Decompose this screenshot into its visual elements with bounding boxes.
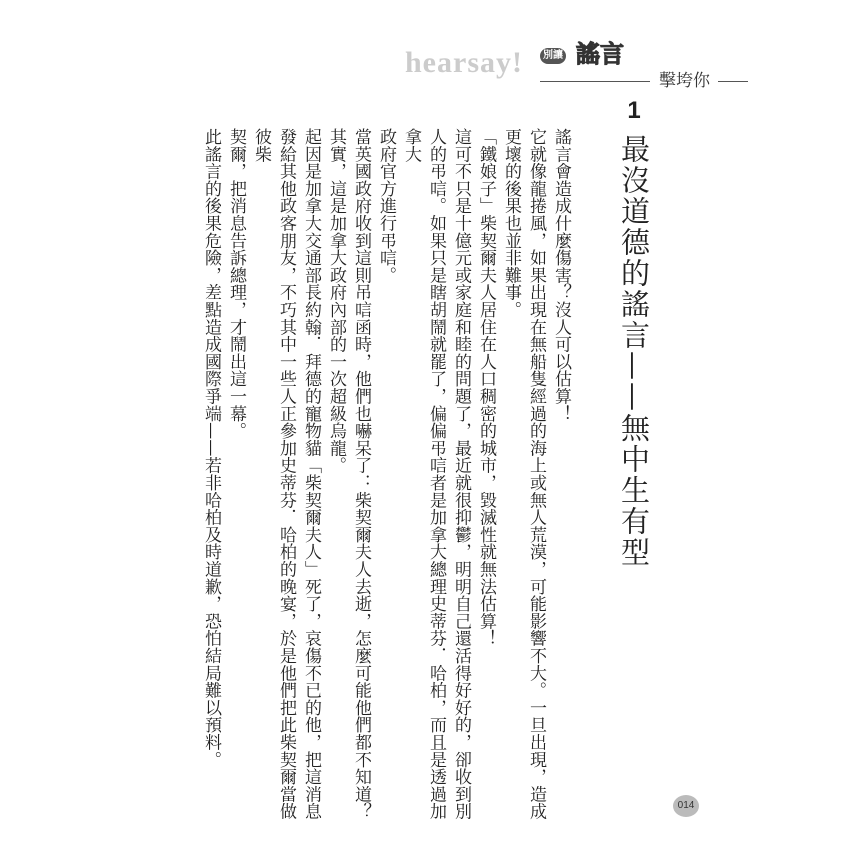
chapter-title xyxy=(614,134,654,568)
text-column: 謠言會造成什麼傷害？沒人可以估算！ xyxy=(551,128,571,423)
text-column: 政府官方進行弔唁。 xyxy=(376,128,396,284)
chapter-title-text: 最沒道德的謠言——無中生有型 xyxy=(617,134,651,568)
body-text xyxy=(198,128,573,828)
text-column: 當英國政府收到這則吊唁函時，他們也嚇呆了：柴契爾夫人去逝，怎麼可能他們都不知道？ xyxy=(351,128,371,820)
text-column: 它就像龍捲風，如果出現在無船隻經過的海上或無人荒漠，可能影響不大。一旦出現，造成 xyxy=(526,128,546,820)
text-column: 起因是加拿大交通部長約翰．拜德的寵物貓「柴契爾夫人」死了，哀傷不已的他，把這消息 xyxy=(301,128,321,820)
brand-english-watermark: hearsay! xyxy=(405,46,523,79)
chapter-number: 1 xyxy=(627,97,641,124)
header-rule-left xyxy=(540,81,650,82)
running-header xyxy=(405,38,740,98)
page-number: 014 xyxy=(673,795,699,817)
brand-main-title: 謠言 xyxy=(576,40,624,68)
text-column: 此謠言的後果危險，差點造成國際爭端——若非哈柏及時道歉，恐怕結局難以預料。 xyxy=(201,128,221,769)
text-column: 人的弔唁。如果只是瞎胡鬧就罷了，偏偏弔唁者是加拿大總理史蒂芬．哈柏，而且是透過加拿大 xyxy=(401,128,446,820)
brand-subtitle: 擊垮你 xyxy=(655,71,714,91)
text-column: 「鐵娘子」柴契爾夫人居住在人口稠密的城市，毀滅性就無法估算！ xyxy=(476,128,496,647)
text-column: 其實，這是加拿大政府內部的一次超級烏龍。 xyxy=(326,128,346,474)
text-column: 更壞的後果也並非難事。 xyxy=(501,128,521,319)
text-column: 這可不只是十億元或家庭和睦的問題了，最近就很抑鬱，明明自己還活得好好的，卻收到別 xyxy=(451,128,471,820)
text-column: 契爾，把消息告訴總理，才鬧出這一幕。 xyxy=(226,128,246,440)
header-rule-right xyxy=(718,81,748,82)
text-column: 發給其他政客朋友，不巧其中一些人正參加史蒂芬．哈柏的晚宴，於是他們把此柴契爾當做彼柴 xyxy=(251,128,296,820)
brand-small-badge: 別讓 xyxy=(540,48,566,64)
